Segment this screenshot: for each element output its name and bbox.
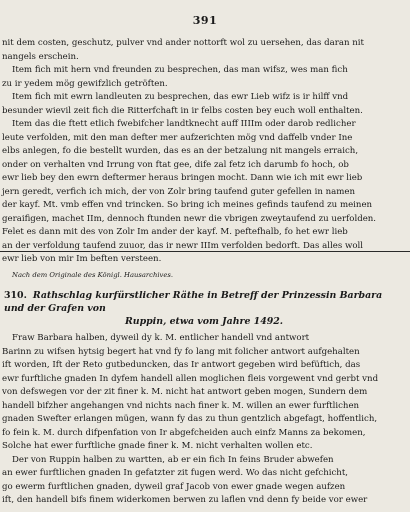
- document-heading: [4, 289, 404, 328]
- text-line: onder on verhalten vnd Irrung von ftat gee, dife zal fetz ich darumb fo hoch, ob: [2, 159, 349, 170]
- text-line: der kayf. Mt. vmb effen vnd trincken. So bring ich meines gefinds taufend zu meinen: [2, 200, 373, 210]
- page-number: 391: [192, 14, 218, 27]
- text-line: gnaden Swefter erlangen mügen, wann fy das zu thun gentzlich abgefagt, hoffentlich,: [2, 414, 378, 424]
- text-line: handell bifzher angehangen vnd nichts nach finer k. M. willen an ewer furftlichen: [2, 400, 360, 411]
- text-line: elbs anlegen, fo die bestellt wurden, das es an der betzalung nit mangels erraich,: [2, 146, 359, 156]
- text-line: ewr lieb von mir Im beften versteen.: [2, 254, 162, 264]
- text-line: jern geredt, verfich ich mich, der von Zolr bring taufend guter gefellen in namen: [2, 186, 356, 197]
- text-line: Felet es dann mit des von Zolr Im ander der kayf. M. peftefhalb, fo het ewr lieb: [2, 227, 348, 237]
- lower-text-block: [0, 332, 410, 508]
- text-line: Barinn zu wifsen hytsig begert hat vnd fy fo lang mit folicher antwort aufgehalten: [2, 346, 360, 357]
- text-line: go ewerm furftlichen gnaden, dyweil graf Jacob von ewer gnade wegen aufzen: [2, 481, 346, 492]
- text-line: von defswegen vor der zit finer k. M. nicht hat antwort geben mogen, Sundern dem: [2, 387, 368, 397]
- text-line: ift worden, Ift der Reto gutbeduncken, das Ir antwort gegeben wird befüftich, das: [2, 360, 361, 370]
- text-line: ift, den handell bifs finem widerkomen berwen zu laflen vnd denn fy beide vor ewer: [2, 495, 368, 505]
- section-divider: [0, 251, 410, 252]
- upper-text-block: [0, 37, 410, 267]
- text-line: Item das die ftett etlich fwebifcher landtknecht auff IIIIm oder darob redlicher: [12, 119, 356, 129]
- source-note: Nach dem Originale des Königl. Hausarchives.: [12, 271, 174, 279]
- text-line: leute verfolden, mit den man defter mer aufzerichten mög vnd daffelb vnder Ine: [2, 132, 353, 143]
- text-line: nangels erschein.: [2, 51, 79, 62]
- document-heading-line-2: Ruppin, etwa vom Jahre 1492.: [124, 316, 284, 327]
- text-line: geraifigen, machet IIm, dennoch ftunden newr die vbrigen zweytaufend zu uerfolden.: [2, 213, 377, 224]
- document-heading-line-1: Rathschlag kurfürstlicher Räthe in Betreff der Prinzessin Barbara und der Grafen von: [4, 290, 383, 314]
- text-line: zu ir yedem mög gewifzlich getröften.: [2, 78, 168, 89]
- text-line: fo fein k. M. durch difpenfation von Ir abgefcheiden auch einfz Manns za bekomen,: [2, 427, 366, 438]
- text-line: Solche hat ewer furftliche gnade finer k. M. nicht verhalten wollen etc.: [2, 441, 313, 451]
- document-number: 310.: [4, 290, 27, 301]
- text-line: an ewer furftlichen gnaden In gefatzter zit fugen werd. Wo das nicht gefchicht,: [2, 468, 349, 478]
- text-line: an der verfoldung taufend zuuor, das ir newr IIIm verfolden bedorft. Das alles woll: [2, 240, 364, 251]
- text-line: ewr lieb bey den ewrn deftermer heraus bringen mocht. Dann wie ich mit ewr lieb: [2, 173, 363, 183]
- text-line: nit dem costen, geschutz, pulver vnd ander nottorft wol zu uersehen, das daran nit: [2, 38, 365, 48]
- text-line: Item fich mit ewrn landleuten zu besprechen, das ewr Lieb wifz is ir hilff vnd: [12, 92, 349, 102]
- text-line: Der von Ruppin halben zu wartten, ab er ein fich In feins Bruder abwefen: [12, 454, 334, 465]
- text-line: ewr furftliche gnaden In dyfem handell allen moglichen fleis vorgewent vnd gerbt vnd: [2, 373, 379, 384]
- text-line: besunder wievil zeit fich die Ritterfchaft in ir felbs costen bey euch woll enthalten.: [2, 105, 363, 116]
- text-line: Fraw Barbara halben, dyweil dy k. M. entlicher handell vnd antwort: [12, 333, 310, 343]
- text-line: Item fich mit hern vnd freunden zu besprechen, das man wifsz, wes man fich: [12, 65, 348, 75]
